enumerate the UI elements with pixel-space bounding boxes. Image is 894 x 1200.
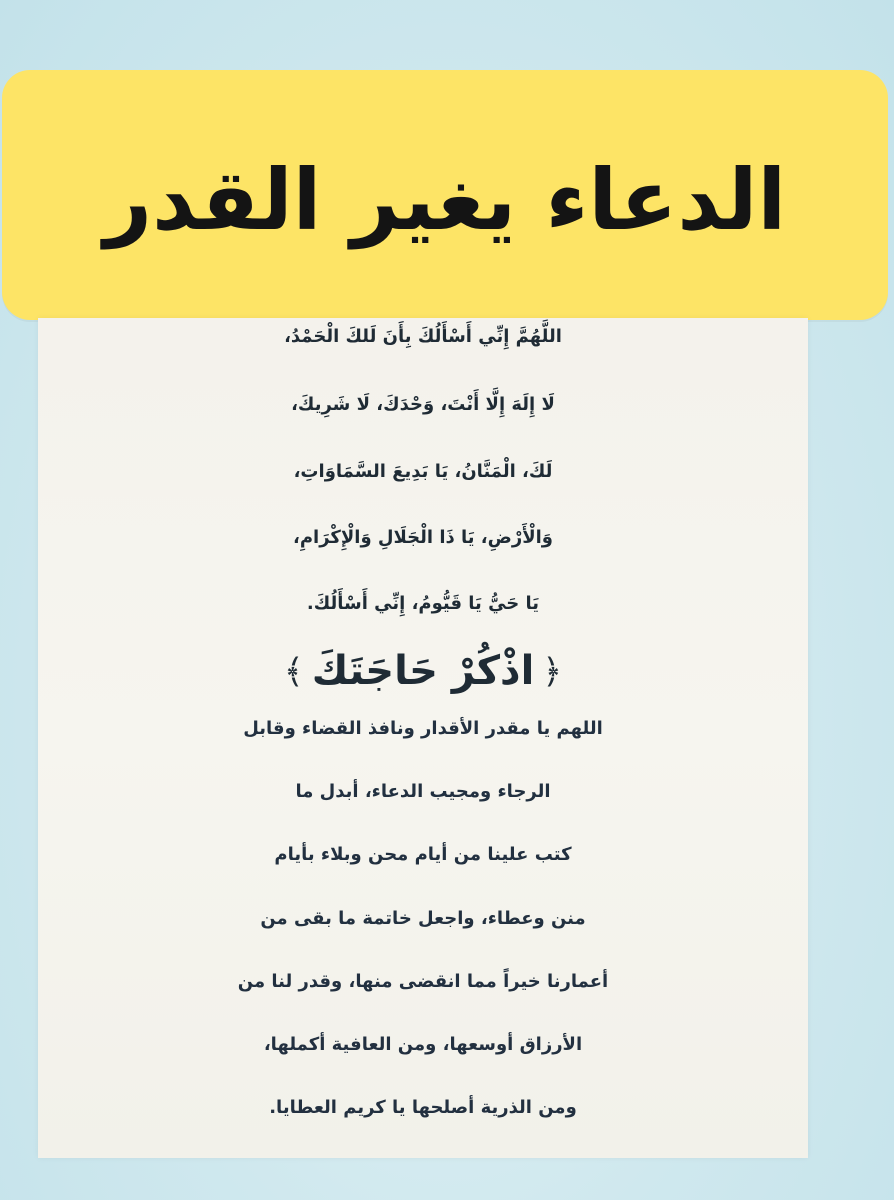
prayer-line: منن وعطاء، واجعل خاتمة ما بقى من <box>260 908 586 929</box>
mention-need-marker <box>38 648 808 694</box>
prayer-line: الرجاء ومجيب الدعاء، أبدل ما <box>295 781 551 802</box>
dua-line: وَالْأَرْضِ، يَا ذَا الْجَلَالِ وَالْإِكْرَامِ، <box>293 527 553 548</box>
prayer-line: كتب علينا من أيام محن وبلاء بأيام <box>274 844 572 865</box>
page-title: الدعاء يغير القدر <box>103 151 787 249</box>
marker-text: اذْكُرْ حَاجَتَكَ <box>311 648 535 694</box>
ornament-open-icon: ﴿ <box>542 651 563 692</box>
dua-line: اللَّهُمَّ إِنِّي أَسْأَلُكَ بِأَنَ لَلكَ الْحَمْدُ، <box>284 326 562 347</box>
dua-line: يَا حَيُّ يَا قَيُّومُ، إِنِّي أَسْأَلُكَ. <box>306 593 540 614</box>
dua-line: لَكَ، الْمَنَّانُ، يَا بَدِيعَ السَّمَاوَاتِ، <box>293 461 553 482</box>
title-banner <box>2 70 888 320</box>
prayer-line: أعمارنا خيراً مما انقضى منها، وقدر لنا من <box>237 971 609 992</box>
dua-card <box>38 318 808 1158</box>
prayer-line: الأرزاق أوسعها، ومن العافية أكملها، <box>263 1034 583 1055</box>
dua-line: لَا إِلَهَ إِلَّا أَنْتَ، وَحْدَكَ، لَا شَرِيكَ، <box>291 394 555 415</box>
prayer-line: اللهم يا مقدر الأقدار ونافذ القضاء وقابل <box>243 718 603 739</box>
prayer-line: ومن الذرية أصلحها يا كريم العطايا. <box>269 1097 577 1118</box>
ornament-close-icon: ﴾ <box>283 651 304 692</box>
